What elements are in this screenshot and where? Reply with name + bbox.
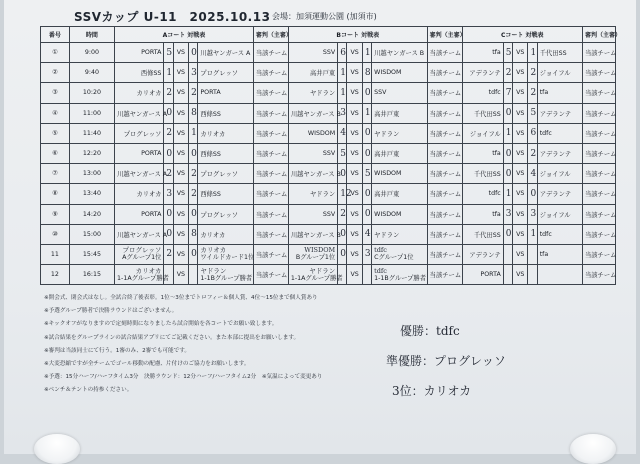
court-c-away-team: tfa [537, 244, 582, 264]
court-a-vs: VS [173, 224, 188, 244]
court-b-vs: VS [347, 63, 362, 83]
note-line: ※審判は当該同士にて行う。1審のみ、2審でも可能です。 [44, 347, 190, 354]
court-c-referee: 当該チーム [582, 83, 615, 103]
court-b-home-team: WISDOM [288, 123, 337, 143]
court-a-away-team: 川越ヤンガース A [198, 43, 254, 63]
court-b-away-team: tdfc 1-1Bグループ勝者 [372, 265, 428, 285]
court-a-home-score: 0 [164, 204, 173, 224]
court-c-home-score: 1 [503, 123, 512, 143]
court-c-vs: VS [513, 184, 528, 204]
col-no: 番号 [41, 27, 70, 43]
court-a-home-score: 0 [164, 143, 173, 163]
court-c-home-team: 千代田SS [462, 164, 503, 184]
court-a-referee: 当該チーム [253, 184, 288, 204]
court-b-home-score: 6 [338, 43, 347, 63]
court-a-vs: VS [173, 204, 188, 224]
court-a-vs: VS [173, 184, 188, 204]
court-b-away-team: 高井戸東 [372, 143, 428, 163]
court-c-away-score: 2 [528, 63, 537, 83]
court-c-home-team: tfa [462, 204, 503, 224]
handwritten-team-note: tdfc [374, 266, 387, 275]
match-time: 9:40 [69, 63, 114, 83]
court-a-home-team: PORTA [115, 43, 164, 63]
court-b-referee: 当該チーム [427, 143, 462, 163]
court-c-vs: VS [513, 63, 528, 83]
court-b-away-score: 4 [362, 224, 371, 244]
court-a-away-team: PORTA [198, 83, 254, 103]
table-row [41, 83, 616, 103]
court-a-home-team: プログレッソ [115, 123, 164, 143]
match-number: 12 [41, 265, 70, 285]
table-row [41, 103, 616, 123]
header-row [41, 27, 616, 43]
court-b-vs: VS [347, 184, 362, 204]
court-a-home-score: 2 [164, 83, 173, 103]
court-b-referee: 当該チーム [427, 244, 462, 264]
court-a-home-score: 5 [164, 43, 173, 63]
court-c-vs: VS [513, 43, 528, 63]
court-a-away-score: 8 [189, 103, 198, 123]
court-a-away-score: 0 [189, 204, 198, 224]
court-a-vs: VS [173, 143, 188, 163]
champion-result: 優勝：tdfc [400, 324, 460, 338]
court-c-away-team: ジョイフル [537, 63, 582, 83]
court-c-referee: 当該チーム [582, 265, 615, 285]
court-b-home-score: 0 [338, 244, 347, 264]
schedule-table [40, 26, 621, 285]
court-b-away-score: 1 [362, 103, 371, 123]
court-c-away-team: アデランテ [537, 103, 582, 123]
col-time: 時間 [69, 27, 114, 43]
court-b-referee: 当該チーム [427, 164, 462, 184]
match-number: ① [41, 43, 70, 63]
table-row [41, 123, 616, 143]
table-row [41, 63, 616, 83]
court-b-referee: 当該チーム [427, 63, 462, 83]
court-c-vs: VS [513, 143, 528, 163]
court-a-away-score: 1 [189, 123, 198, 143]
match-number: ⑤ [41, 123, 70, 143]
court-a-referee: 当該チーム [253, 204, 288, 224]
court-b-home-team: 高井戸東 [288, 63, 337, 83]
court-b-home-team: WISDOM Bグループ1位 [288, 244, 337, 264]
court-b-home-score: 0 [338, 164, 347, 184]
court-b-vs: VS [347, 164, 362, 184]
court-b-home-team: 川越ヤンガース B [288, 103, 337, 123]
court-c-away-score: 2 [528, 83, 537, 103]
court-a-away-score: 8 [189, 224, 198, 244]
handwritten-team-note: カリオカ [200, 246, 227, 255]
court-b-home-score: 1 [338, 63, 347, 83]
court-c-referee: 当該チーム [582, 63, 615, 83]
table-row [41, 43, 616, 63]
court-c-away-score: 5 [528, 103, 537, 123]
court-b-away-score [362, 265, 371, 285]
court-b-home-team: ヤドラン [288, 83, 337, 103]
court-b-referee: 当該チーム [427, 265, 462, 285]
court-c-referee: 当該チーム [582, 204, 615, 224]
court-c-referee: 当該チーム [582, 244, 615, 264]
match-number: ⑧ [41, 184, 70, 204]
court-b-home-score: 0 [338, 224, 347, 244]
page-title: SSVカップ U-11 2025.10.13 [74, 10, 271, 24]
court-b-vs: VS [347, 83, 362, 103]
note-line: ※ベンチ＆テントの持参ください。 [44, 387, 133, 394]
court-b-away-team: tdfc Cグループ1位 [372, 244, 428, 264]
court-c-away-team: tfa [537, 83, 582, 103]
court-a-away-team: ヤドラン 1-1Bグループ勝者 [198, 265, 254, 285]
court-c-away-score [528, 244, 537, 264]
court-b-home-score: 3 [338, 103, 347, 123]
venue-label: 会場：加須運動公園 (加須市) [272, 12, 377, 21]
court-c-away-team [537, 265, 582, 285]
match-number: ② [41, 63, 70, 83]
court-a-away-team: プログレッソ [198, 164, 254, 184]
match-time: 15:45 [69, 244, 114, 264]
court-b-home-team: SSV [288, 43, 337, 63]
court-a-home-score: 1 [164, 63, 173, 83]
note-line: ※開会式、閉会式はなし。全試合終了後表彰。1位〜3位までトロフィー＆個人賞、4位〜15位まで個人賞あり [44, 295, 318, 301]
court-a-away-team: 西條SS [198, 103, 254, 123]
court-c-away-team: ジョイフル [537, 204, 582, 224]
court-a-home-score: 0 [164, 103, 173, 123]
match-number: ④ [41, 103, 70, 123]
court-c-referee: 当該チーム [582, 143, 615, 163]
court-a-referee: 当該チーム [253, 123, 288, 143]
match-time: 9:00 [69, 43, 114, 63]
court-b-referee: 当該チーム [427, 184, 462, 204]
court-a-referee: 当該チーム [253, 143, 288, 163]
court-b-away-score: 0 [362, 204, 371, 224]
court-c-home-score: 0 [503, 103, 512, 123]
court-c-away-team: tdfc [537, 123, 582, 143]
note-line: ※予選グループ勝者で決勝ラウンドはございません。 [44, 308, 178, 315]
court-b-referee: 当該チーム [427, 224, 462, 244]
court-a-home-team: カリオカ [115, 184, 164, 204]
match-number: ⑩ [41, 224, 70, 244]
court-c-away-team: 千代田SS [537, 43, 582, 63]
court-a-referee: 当該チーム [253, 43, 288, 63]
court-b-vs: VS [347, 244, 362, 264]
court-a-home-team: カリオカ 1-1Aグループ勝者 [115, 265, 164, 285]
court-c-referee: 当該チーム [582, 224, 615, 244]
court-c-referee: 当該チーム [582, 43, 615, 63]
court-c-home-score: 5 [503, 43, 512, 63]
court-a-vs: VS [173, 244, 188, 264]
court-b-vs: VS [347, 265, 362, 285]
note-line: ※予選：15分ハーフ/ハーフタイム3分 決勝ラウンド：12分ハーフ/ハーフタイム2分 ※気温によって変更あり [44, 374, 323, 381]
court-a-home-score: 0 [164, 224, 173, 244]
note-line: ※大変恐縮ですが全チームでゴール移動の配慮、片付けのご協力をお願いします。 [44, 361, 250, 368]
court-c-home-team: ジョイフル [462, 123, 503, 143]
note-line: ※キックオフがなりますので定刻時間になりましたら試合開始を各コートでお願い致します。 [44, 321, 278, 328]
col-court-c: Cコート 対戦表 [462, 27, 582, 43]
court-b-home-team: 川越ヤンガース B [288, 224, 337, 244]
court-c-vs: VS [513, 164, 528, 184]
court-b-away-team: WISDOM [372, 164, 428, 184]
court-a-vs: VS [173, 164, 188, 184]
court-a-vs: VS [173, 103, 188, 123]
court-a-away-team: カリオカ [198, 123, 254, 143]
court-a-away-score: 3 [189, 63, 198, 83]
court-b-away-team: WISDOM [372, 63, 428, 83]
note-line: ※試合結果をグループラインの試合結果アプリにてご記載ください。また本部に提出をお願いします。 [44, 334, 300, 341]
court-b-home-score: 12 [338, 184, 347, 204]
handwritten-team-note: ヤドラン [309, 266, 336, 275]
match-time: 11:40 [69, 123, 114, 143]
court-a-referee: 当該チーム [253, 83, 288, 103]
table-row [41, 265, 616, 285]
court-b-home-team: ヤドラン 1-1Aグループ勝者 [288, 265, 337, 285]
court-b-away-team: WISDOM [372, 204, 428, 224]
court-c-home-score: 0 [503, 143, 512, 163]
court-c-home-team: 千代田SS [462, 224, 503, 244]
court-b-away-team: ヤドラン [372, 123, 428, 143]
match-time: 14:20 [69, 204, 114, 224]
court-a-away-score: 0 [189, 143, 198, 163]
court-a-referee: 当該チーム [253, 103, 288, 123]
court-b-home-score: 2 [338, 204, 347, 224]
court-a-home-team: 川越ヤンガース A [115, 224, 164, 244]
court-a-home-team: 西條SS [115, 63, 164, 83]
court-b-away-score: 1 [362, 43, 371, 63]
court-a-away-score: 0 [189, 244, 198, 264]
court-a-away-score: 2 [189, 184, 198, 204]
court-b-vs: VS [347, 204, 362, 224]
court-c-home-team: tdfc [462, 184, 503, 204]
court-c-away-team: tdfc [537, 224, 582, 244]
court-b-home-team: SSV [288, 204, 337, 224]
rules-notes [44, 292, 344, 398]
court-b-vs: VS [347, 43, 362, 63]
court-a-home-score: 3 [164, 184, 173, 204]
match-number: ⑥ [41, 143, 70, 163]
court-c-vs: VS [513, 123, 528, 143]
col-court-b: Bコート 対戦表 [288, 27, 427, 43]
court-a-vs: VS [173, 43, 188, 63]
court-a-referee: 当該チーム [253, 224, 288, 244]
court-a-away-team: カリオカ ワイルドカード1位 [198, 244, 254, 264]
court-c-home-team: アデランテ [462, 63, 503, 83]
court-a-vs: VS [173, 63, 188, 83]
table-row [41, 204, 616, 224]
court-c-home-score: 7 [503, 83, 512, 103]
court-c-home-team: PORTA [462, 265, 503, 285]
court-c-vs: VS [513, 265, 528, 285]
court-b-away-score: 0 [362, 143, 371, 163]
table-row [41, 143, 616, 163]
court-c-away-score [528, 265, 537, 285]
court-b-away-team: SSV [372, 83, 428, 103]
court-a-away-team: プログレッソ [198, 204, 254, 224]
court-b-home-team: 川越ヤンガース B [288, 164, 337, 184]
court-a-home-team: 川越ヤンガース A [115, 103, 164, 123]
court-b-away-team: ヤドラン [372, 224, 428, 244]
match-time: 13:00 [69, 164, 114, 184]
board-clip-right [570, 434, 616, 464]
court-a-away-score: 2 [189, 83, 198, 103]
court-a-referee: 当該チーム [253, 244, 288, 264]
court-a-referee: 当該チーム [253, 63, 288, 83]
table-row [41, 244, 616, 264]
table-row [41, 164, 616, 184]
court-b-referee: 当該チーム [427, 123, 462, 143]
court-c-vs: VS [513, 83, 528, 103]
court-a-away-team: 西條SS [198, 184, 254, 204]
court-b-away-score: 0 [362, 184, 371, 204]
court-c-home-score [503, 265, 512, 285]
court-c-home-score: 1 [503, 184, 512, 204]
match-time: 16:15 [69, 265, 114, 285]
court-c-away-score: 2 [528, 143, 537, 163]
court-c-referee: 当該チーム [582, 164, 615, 184]
court-c-home-score: 2 [503, 63, 512, 83]
match-time: 11:00 [69, 103, 114, 123]
board-clip-left [34, 434, 80, 464]
court-a-vs: VS [173, 83, 188, 103]
court-a-home-team: PORTA [115, 143, 164, 163]
court-c-away-score: 1 [528, 224, 537, 244]
court-c-home-score: 0 [503, 164, 512, 184]
court-a-home-team: 川越ヤンガース A [115, 164, 164, 184]
handwritten-team-note: WISDOM [304, 246, 336, 255]
court-c-home-score [503, 244, 512, 264]
court-a-away-team: 西條SS [198, 143, 254, 163]
col-ref-c: 審判（主審） [582, 27, 615, 43]
court-b-away-team: 高井戸東 [372, 184, 428, 204]
court-b-vs: VS [347, 224, 362, 244]
court-a-away-team: カリオカ [198, 224, 254, 244]
match-time: 12:20 [69, 143, 114, 163]
court-c-vs: VS [513, 224, 528, 244]
court-c-away-score: 0 [528, 184, 537, 204]
court-a-home-score: 2 [164, 123, 173, 143]
match-time: 10:20 [69, 83, 114, 103]
court-a-away-team: プログレッソ [198, 63, 254, 83]
court-b-referee: 当該チーム [427, 83, 462, 103]
court-b-home-team: ヤドラン [288, 184, 337, 204]
court-b-home-score: 5 [338, 143, 347, 163]
court-c-home-team: アデランテ [462, 244, 503, 264]
runner-up-result: 準優勝：プログレッソ [386, 354, 506, 368]
court-b-away-team: 川越ヤンガース B [372, 43, 428, 63]
court-a-home-score: 2 [164, 244, 173, 264]
court-b-away-score: 5 [362, 164, 371, 184]
court-c-home-team: tdfc [462, 83, 503, 103]
court-c-away-team: アデランテ [537, 184, 582, 204]
court-b-referee: 当該チーム [427, 43, 462, 63]
court-c-home-team: tfa [462, 43, 503, 63]
match-time: 13:40 [69, 184, 114, 204]
court-a-away-score [189, 265, 198, 285]
court-b-vs: VS [347, 123, 362, 143]
court-c-away-score: 3 [528, 204, 537, 224]
handwritten-team-note: tdfc [374, 246, 387, 255]
match-number: ⑦ [41, 164, 70, 184]
court-a-home-team: カリオカ [115, 83, 164, 103]
court-c-away-team: ジョイフル [537, 164, 582, 184]
table-row [41, 184, 616, 204]
court-c-referee: 当該チーム [582, 103, 615, 123]
court-b-home-score: 4 [338, 123, 347, 143]
court-c-away-team: アデランテ [537, 143, 582, 163]
court-a-home-team: PORTA [115, 204, 164, 224]
court-c-away-score: 6 [528, 123, 537, 143]
match-number: ③ [41, 83, 70, 103]
court-b-away-score: 3 [362, 244, 371, 264]
court-a-away-score: 0 [189, 43, 198, 63]
court-a-vs: VS [173, 265, 188, 285]
schedule-sheet [4, 0, 636, 454]
court-c-vs: VS [513, 244, 528, 264]
col-ref-b: 審判（主審） [427, 27, 462, 43]
court-a-vs: VS [173, 123, 188, 143]
court-b-vs: VS [347, 103, 362, 123]
court-c-home-score: 0 [503, 224, 512, 244]
handwritten-team-note: カリオカ [135, 266, 162, 275]
court-a-referee: 当該チーム [253, 164, 288, 184]
court-a-away-score: 2 [189, 164, 198, 184]
court-c-home-team: 千代田SS [462, 103, 503, 123]
handwritten-team-note: プログレッソ [122, 246, 162, 255]
court-c-referee: 当該チーム [582, 184, 615, 204]
third-place-result: 3位：カリオカ [392, 384, 472, 398]
court-b-home-team: SSV [288, 143, 337, 163]
court-c-away-score: 1 [528, 43, 537, 63]
court-b-away-score: 0 [362, 123, 371, 143]
court-b-away-score: 8 [362, 63, 371, 83]
match-time: 15:00 [69, 224, 114, 244]
col-court-a: Aコート 対戦表 [115, 27, 254, 43]
table-row [41, 224, 616, 244]
court-c-away-score: 4 [528, 164, 537, 184]
match-number: 11 [41, 244, 70, 264]
court-b-referee: 当該チーム [427, 204, 462, 224]
match-number: ⑨ [41, 204, 70, 224]
court-c-vs: VS [513, 204, 528, 224]
col-ref-a: 審判（主審） [253, 27, 288, 43]
handwritten-team-note: ヤドラン [200, 266, 227, 275]
court-b-away-team: 高井戸東 [372, 103, 428, 123]
court-a-home-score: 2 [164, 164, 173, 184]
court-b-vs: VS [347, 143, 362, 163]
court-c-referee: 当該チーム [582, 123, 615, 143]
court-c-home-team: tfa [462, 143, 503, 163]
court-b-away-score: 0 [362, 83, 371, 103]
court-b-home-score: 1 [338, 83, 347, 103]
court-a-referee: 当該チーム [253, 265, 288, 285]
court-a-home-team: プログレッソ Aグループ1位 [115, 244, 164, 264]
court-c-home-score: 3 [503, 204, 512, 224]
court-b-referee: 当該チーム [427, 103, 462, 123]
court-c-vs: VS [513, 103, 528, 123]
